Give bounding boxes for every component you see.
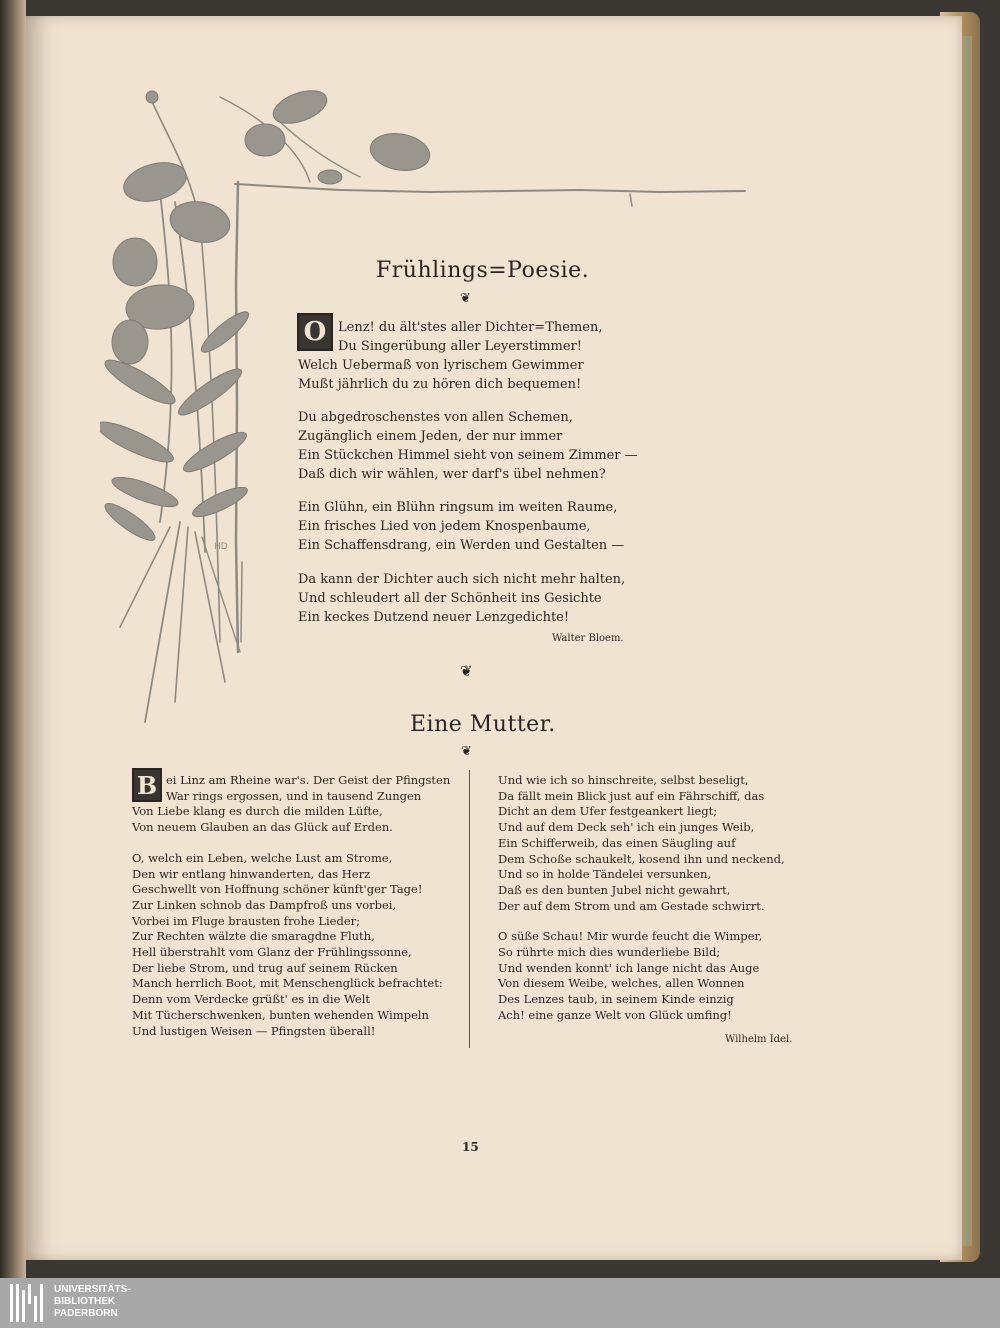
- verse-line: Zur Linken schnob das Dampfroß uns vorbei,: [132, 897, 397, 912]
- verse-line: Dem Schoße schaukelt, kosend ihn und neckend,: [498, 851, 785, 866]
- verse-line: War rings ergossen, und in tausend Zungen: [166, 788, 422, 803]
- verse-line: Du abgedroschenstes von allen Schemen,: [298, 410, 573, 425]
- verse-line: Und so in holde Tändelei versunken,: [498, 867, 712, 882]
- poem1-stanza: [298, 570, 678, 627]
- verse-line: Von Liebe klang es durch die milden Lüfte,: [132, 804, 383, 819]
- verse-line: Und lustigen Weisen — Pfingsten überall!: [132, 1023, 376, 1038]
- verse-line: Du Singerübung aller Leyerstimmer!: [338, 339, 583, 354]
- library-name: [54, 1284, 131, 1320]
- verse-line: Lenz! du ält'stes aller Dichter=Themen,: [338, 320, 603, 335]
- verse-line: Welch Uebermaß von lyrischem Gewimmer: [298, 358, 584, 373]
- title-fleuron-icon: ❦: [461, 744, 472, 759]
- verse-line: Vorbei im Fluge brausten frohe Lieder;: [132, 913, 361, 928]
- flower-ornament-icon: [100, 82, 750, 732]
- verse-line: So rührte mich dies wunderliebe Bild;: [498, 945, 721, 960]
- poem2-stanza: [132, 851, 462, 1039]
- verse-line: Und wenden konnt' ich lange nicht das Auge: [498, 960, 760, 975]
- verse-line: Von diesem Weibe, welches, allen Wonnen: [498, 976, 745, 991]
- verse-line: Hell überstrahlt vom Glanz der Frühlingssonne,: [132, 945, 412, 960]
- poem2-left-column: [132, 773, 462, 1039]
- poem-title-fruehlingspoesie: Frühlings=Poesie.: [376, 258, 590, 283]
- verse-line: Der liebe Strom, und trug auf seinem Rücken: [132, 960, 398, 975]
- verse-line: O süße Schau! Mir wurde feucht die Wimper,: [498, 929, 763, 944]
- verse-line: Da fällt mein Blick just auf ein Fährschiff, das: [498, 788, 765, 803]
- verse-line: Ein Glühn, ein Blühn ringsum im weiten Raume,: [298, 500, 618, 515]
- poem1-stanza: [298, 318, 678, 394]
- verse-line: Ein keckes Dutzend neuer Lenzgedichte!: [298, 610, 570, 625]
- verse-line: Denn vom Verdecke grüßt' es in die Welt: [132, 992, 371, 1007]
- column-divider: [469, 770, 470, 1048]
- illustrator-monogram: HD: [214, 542, 228, 552]
- verse-line: Da kann der Dichter auch sich nicht mehr halten,: [298, 572, 626, 587]
- poem2-author: Wilhelm Idel.: [725, 1034, 793, 1045]
- verse-line: Dicht an dem Ufer festgeankert liegt;: [498, 804, 718, 819]
- verse-line: Ein Stückchen Himmel sieht von seinem Zimmer —: [298, 448, 638, 463]
- verse-line: Ein Schaffensdrang, ein Werden und Gestalten —: [298, 538, 625, 553]
- library-logo-icon: [8, 1282, 48, 1324]
- poem2-stanza: [498, 773, 798, 914]
- verse-line: Zur Rechten wälzte die smaragdne Fluth,: [132, 929, 375, 944]
- verse-line: Ein Schifferweib, das einen Säugling auf: [498, 835, 736, 850]
- verse-line: Und schleudert all der Schönheit ins Gesichte: [298, 591, 602, 606]
- verse-line: Mit Tücherschwenken, bunten wehenden Wimpeln: [132, 1007, 429, 1022]
- poem2-stanza: [132, 773, 462, 836]
- verse-line: Der auf dem Strom und am Gestade schwirrt.: [498, 898, 765, 913]
- verse-line: Den wir entlang hinwanderten, das Herz: [132, 866, 371, 881]
- poem2-right-column: [498, 773, 798, 1024]
- verse-line: Ach! eine ganze Welt von Glück umfing!: [498, 1007, 732, 1022]
- poem1-stanza: [298, 498, 678, 555]
- verse-line: Geschwellt von Hoffnung schöner künft'ger Tage!: [132, 882, 423, 897]
- verse-line: Des Lenzes taub, in seinem Kinde einzig: [498, 992, 734, 1007]
- library-name-line: BIBLIOTHEK: [54, 1296, 116, 1307]
- verse-line: Daß dich wir wählen, wer darf's übel nehmen?: [298, 467, 606, 482]
- verse-line: Und wie ich so hinschreite, selbst beseligt,: [498, 773, 749, 787]
- library-name-line: UNIVERSITÄTS-: [54, 1284, 131, 1295]
- poem1-stanza: [298, 408, 678, 484]
- book-edge-strip: [962, 36, 972, 1246]
- verse-line: Manch herrlich Boot, mit Menschenglück befrachtet:: [132, 976, 443, 991]
- poem2-dropcap: B: [132, 768, 162, 802]
- verse-line: Zugänglich einem Jeden, der nur immer: [298, 429, 563, 444]
- verse-line: ei Linz am Rheine war's. Der Geist der Pfingsten: [166, 773, 451, 787]
- page-number: 15: [462, 1140, 479, 1154]
- poem1-dropcap: O: [297, 313, 333, 351]
- poem1-author: Walter Bloem.: [552, 633, 624, 644]
- book-spine: [0, 0, 26, 1278]
- title-fleuron-icon: ❦: [460, 291, 471, 306]
- verse-line: Mußt jährlich du zu hören dich bequemen!: [298, 377, 582, 392]
- verse-line: O, welch ein Leben, welche Lust am Strome,: [132, 850, 393, 865]
- poem-title-eine-mutter: Eine Mutter.: [410, 712, 556, 737]
- verse-line: Daß es den bunten Jubel nicht gewahrt,: [498, 882, 731, 897]
- separator-fleuron-icon: ❦: [460, 662, 473, 680]
- library-footer: [0, 1278, 1000, 1328]
- library-name-line: PADERBORN: [54, 1308, 118, 1319]
- poem2-stanza: [498, 929, 798, 1023]
- verse-line: Von neuem Glauben an das Glück auf Erden.: [132, 820, 393, 835]
- verse-line: Und auf dem Deck seh' ich ein junges Weib,: [498, 820, 755, 835]
- verse-line: Ein frisches Lied von jedem Knospenbaume,: [298, 519, 591, 534]
